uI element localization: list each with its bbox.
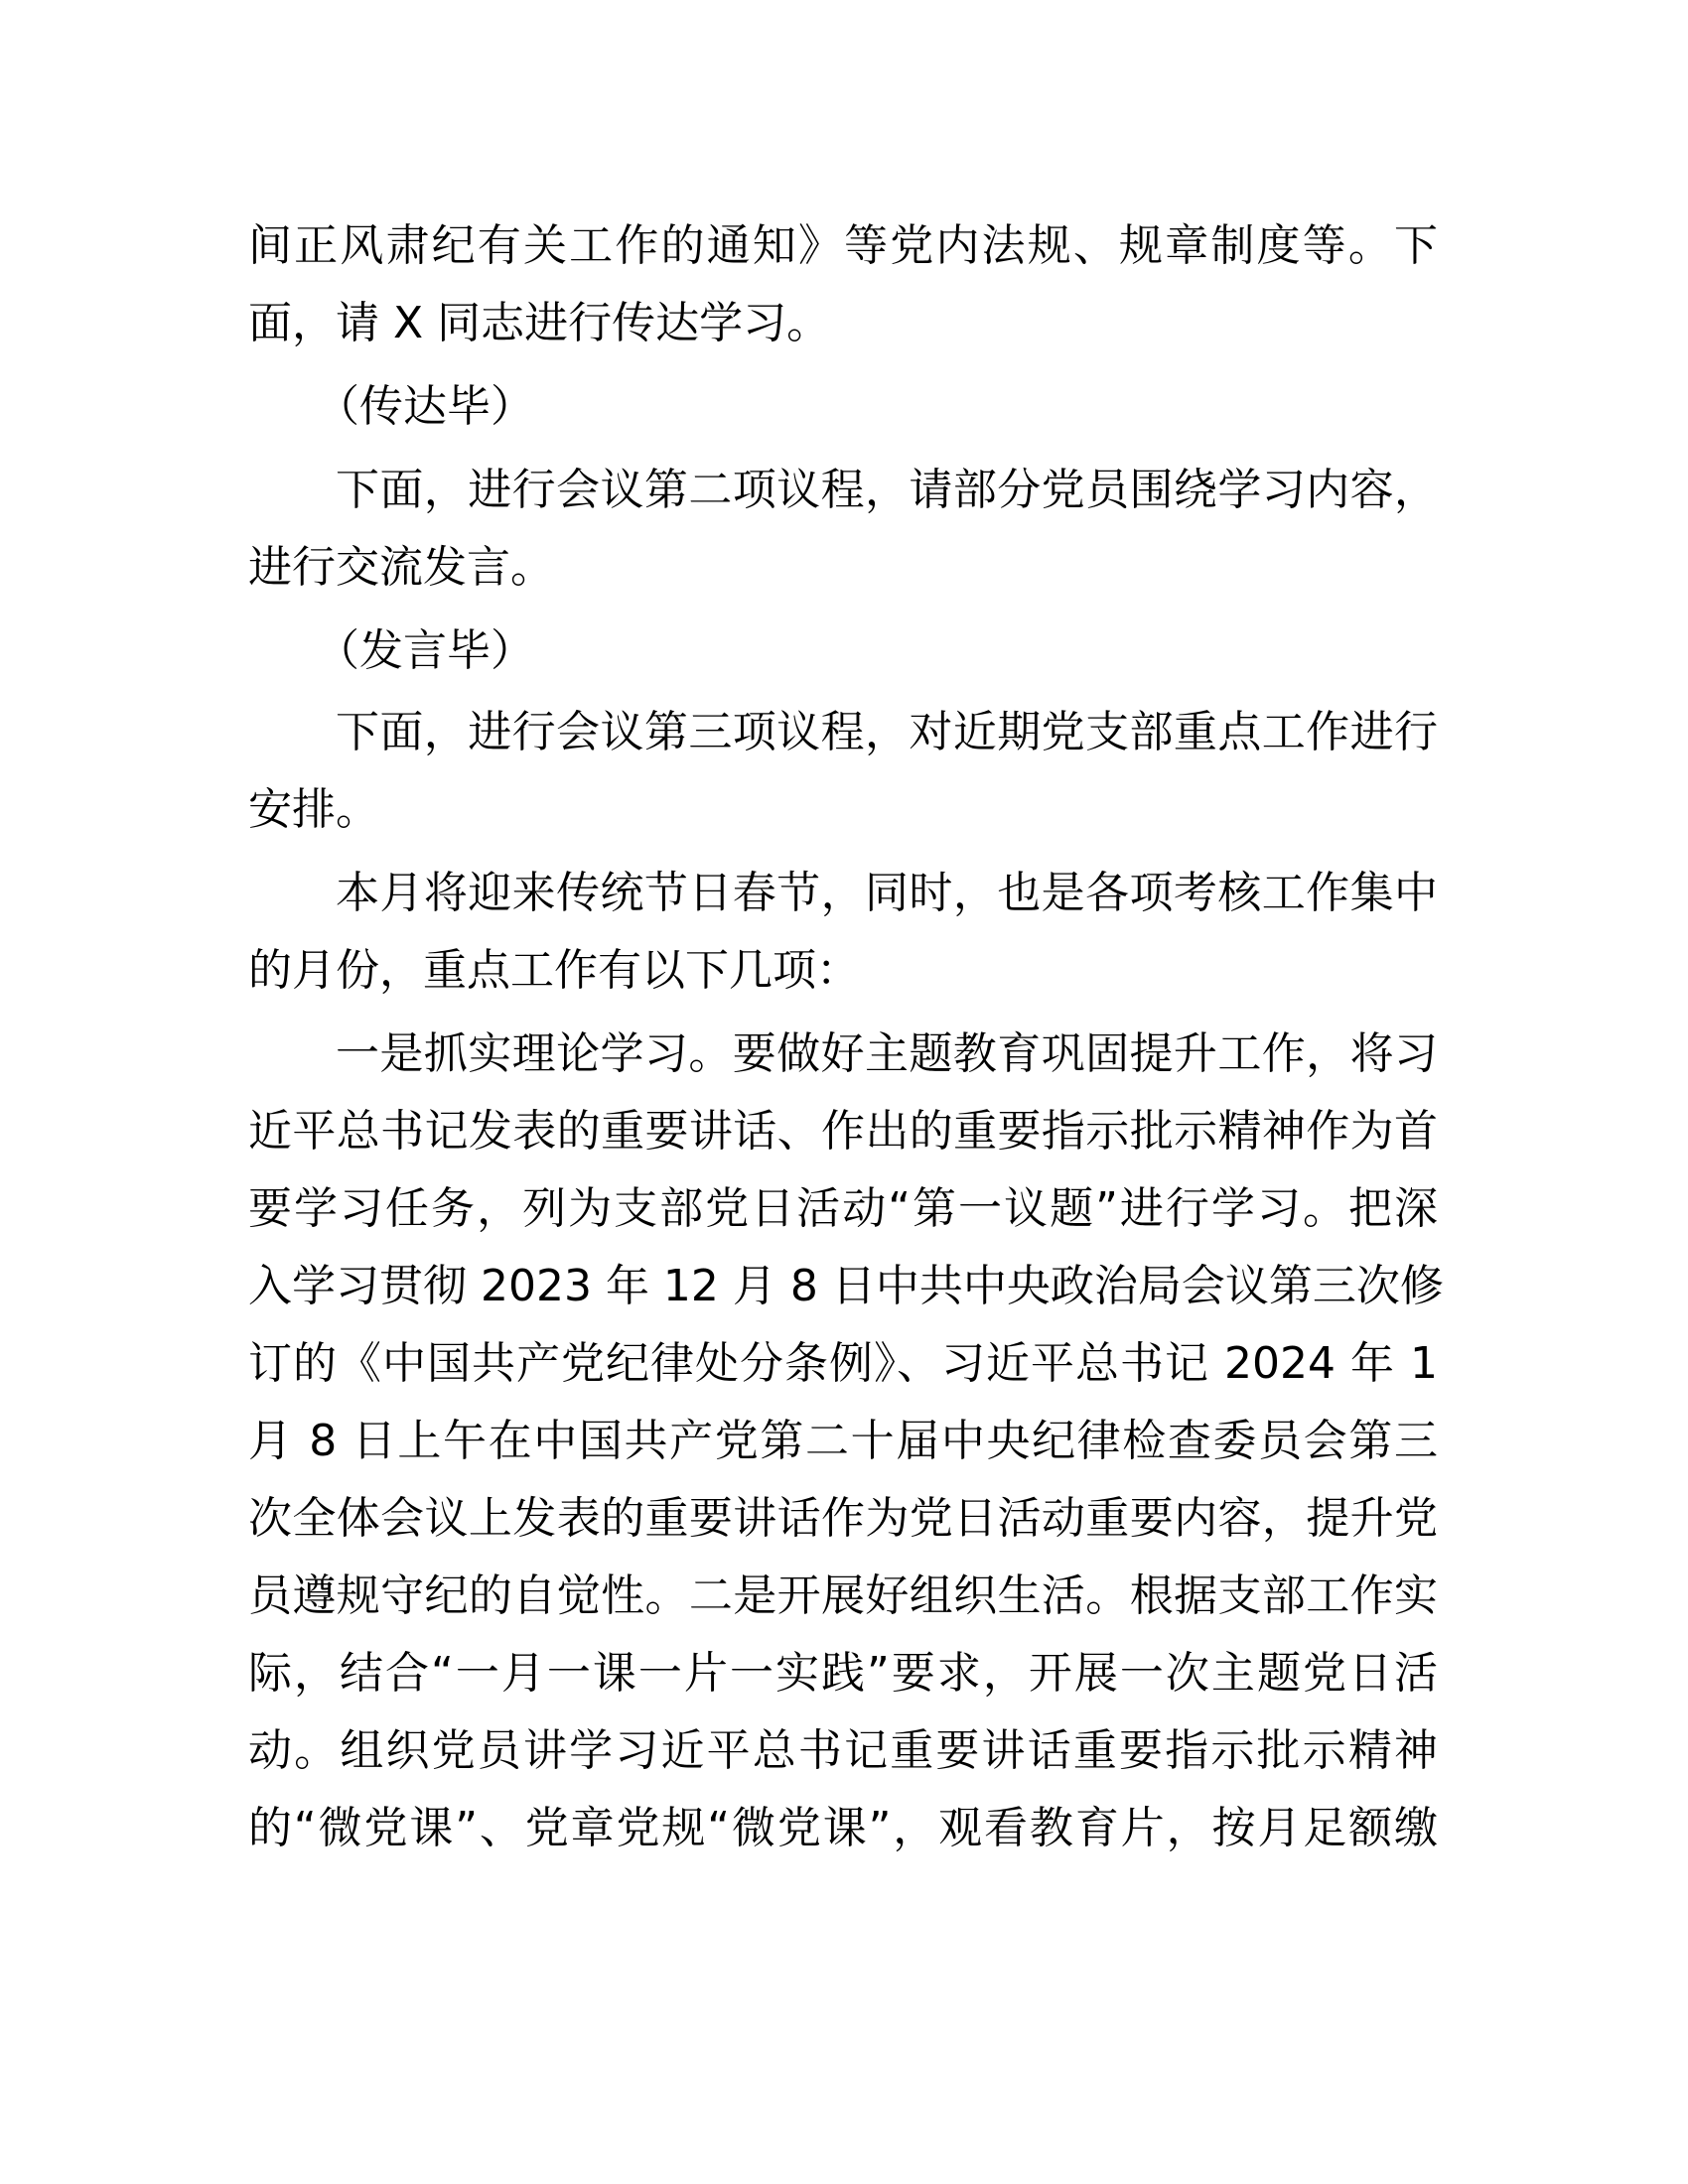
text-line: 的月份，重点工作有以下几项： xyxy=(248,945,860,996)
text-line: 近平总书记发表的重要讲话、作出的重要指示批示精神作为首 xyxy=(248,1106,1438,1157)
text-line: 要学习任务，列为支部党日活动“第一议题”进行学习。把深 xyxy=(248,1183,1438,1234)
text-line: 本月将迎来传统节日春节，同时，也是各项考核工作集中 xyxy=(336,868,1438,918)
text-line: 安排。 xyxy=(248,784,379,835)
text-line: 的“微党课”、党章党规“微党课”，观看教育片，按月足额缴 xyxy=(248,1803,1438,1853)
text-line: 动。组织党员讲学习近平总书记重要讲话重要指示批示精神 xyxy=(248,1725,1438,1776)
text-line: 下面，进行会议第三项议程，对近期党支部重点工作进行 xyxy=(336,707,1438,757)
text-line: 进行交流发言。 xyxy=(248,542,554,593)
text-line: 下面，进行会议第二项议程，请部分党员围绕学习内容， xyxy=(336,465,1438,515)
text-line: 一是抓实理论学习。要做好主题教育巩固提升工作，将习 xyxy=(336,1028,1438,1079)
text-line: （发言毕） xyxy=(316,625,534,676)
text-line: 月 8 日上午在中国共产党第二十届中央纪律检查委员会第三 xyxy=(248,1416,1438,1466)
text-line: 际，结合“一月一课一片一实践”要求，开展一次主题党日活 xyxy=(248,1648,1438,1699)
text-line: 员遵规守纪的自觉性。二是开展好组织生活。根据支部工作实 xyxy=(248,1570,1438,1621)
text-line: 订的《中国共产党纪律处分条例》、习近平总书记 2024 年 1 xyxy=(248,1338,1438,1389)
text-line: 间正风肃纪有关工作的通知》等党内法规、规章制度等。下 xyxy=(248,220,1438,271)
text-line: （传达毕） xyxy=(316,381,534,432)
text-line: 入学习贯彻 2023 年 12 月 8 日中共中央政治局会议第三次修 xyxy=(248,1261,1444,1311)
text-line: 面，请 X 同志进行传达学习。 xyxy=(248,298,831,348)
text-line: 次全体会议上发表的重要讲话作为党日活动重要内容，提升党 xyxy=(248,1493,1438,1544)
